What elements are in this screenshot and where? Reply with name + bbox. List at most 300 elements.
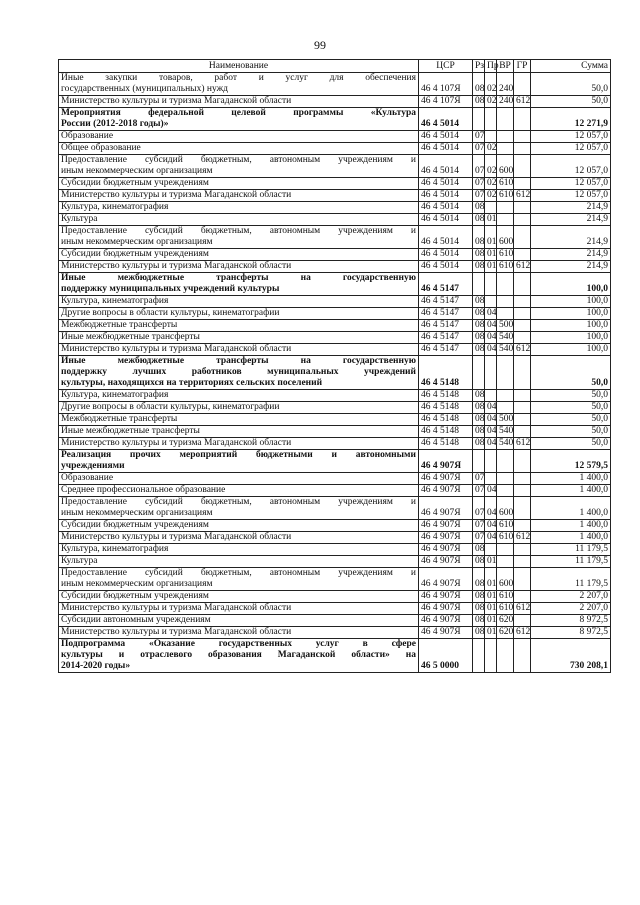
- row-gr: [514, 202, 531, 214]
- row-vr: 610: [497, 190, 514, 202]
- row-sum: 1 400,0: [531, 485, 611, 497]
- row-gr: [514, 320, 531, 332]
- row-rz: 07: [473, 178, 485, 190]
- row-name: [59, 438, 419, 450]
- row-pr: 01: [485, 603, 497, 615]
- row-csr: 46 4 5014: [419, 155, 473, 178]
- row-name: [59, 143, 419, 155]
- row-vr: 500: [497, 320, 514, 332]
- table-row: [59, 226, 611, 249]
- row-sum: 214,9: [531, 261, 611, 273]
- row-sum: 12 057,0: [531, 131, 611, 143]
- row-rz: 08: [473, 332, 485, 344]
- row-vr: [497, 639, 514, 673]
- table-row: [59, 131, 611, 143]
- row-name-line: Министерство культуры и туризма Магаданской области: [61, 261, 292, 271]
- row-pr: [485, 108, 497, 131]
- row-csr: 46 4 107Я: [419, 73, 473, 96]
- row-sum: 50,0: [531, 390, 611, 402]
- table-row: [59, 591, 611, 603]
- row-vr: [497, 485, 514, 497]
- row-csr: 46 4 907Я: [419, 544, 473, 556]
- row-vr: [497, 356, 514, 390]
- row-csr: 46 4 5147: [419, 273, 473, 296]
- row-pr: 02: [485, 178, 497, 190]
- row-gr: [514, 178, 531, 190]
- row-sum: 2 207,0: [531, 591, 611, 603]
- row-pr: [485, 356, 497, 390]
- row-rz: 08: [473, 615, 485, 627]
- row-rz: 08: [473, 438, 485, 450]
- row-rz: 08: [473, 603, 485, 615]
- table-body: [59, 73, 611, 673]
- row-name-line: культуры, находящихся на территориях сельских поселений: [61, 378, 323, 388]
- row-gr: [514, 73, 531, 96]
- row-name-line: Предоставление субсидий бюджетным, автономным учреждениям и: [61, 568, 416, 578]
- row-gr: [514, 390, 531, 402]
- row-gr: [514, 450, 531, 473]
- row-name-line: России (2012-2018 годы)»: [61, 119, 169, 129]
- table-row: [59, 356, 611, 390]
- row-vr: [497, 131, 514, 143]
- table-row: [59, 603, 611, 615]
- row-csr: 46 4 5014: [419, 108, 473, 131]
- row-rz: 07: [473, 190, 485, 202]
- row-sum: 1 400,0: [531, 532, 611, 544]
- row-rz: 07: [473, 143, 485, 155]
- row-vr: 610: [497, 249, 514, 261]
- row-pr: 04: [485, 344, 497, 356]
- row-pr: 02: [485, 155, 497, 178]
- row-vr: [497, 402, 514, 414]
- row-name: [59, 320, 419, 332]
- header-gr: ГР: [514, 60, 531, 73]
- header-sum: Сумма: [531, 60, 611, 73]
- row-rz: 08: [473, 214, 485, 226]
- row-name: [59, 226, 419, 249]
- row-name-line: Иные закупки товаров, работ и услуг для обеспечения: [61, 73, 416, 83]
- row-csr: 46 4 5014: [419, 131, 473, 143]
- row-name: [59, 308, 419, 320]
- row-sum: 730 208,1: [531, 639, 611, 673]
- row-rz: 08: [473, 96, 485, 108]
- row-vr: [497, 473, 514, 485]
- row-pr: [485, 202, 497, 214]
- row-name-line: Субсидии автономным учреждениям: [61, 615, 211, 625]
- row-gr: 612: [514, 261, 531, 273]
- table-row: [59, 485, 611, 497]
- row-gr: [514, 544, 531, 556]
- row-pr: 01: [485, 568, 497, 591]
- row-gr: [514, 520, 531, 532]
- row-name-line: поддержку муниципальных учреждений культуры: [61, 284, 280, 294]
- row-csr: 46 4 5014: [419, 249, 473, 261]
- row-gr: [514, 426, 531, 438]
- table-row: [59, 414, 611, 426]
- row-rz: 08: [473, 308, 485, 320]
- row-name-line: Иные межбюджетные трансферты на государственную: [61, 273, 416, 283]
- table-row: [59, 627, 611, 639]
- row-gr: 612: [514, 344, 531, 356]
- row-name: [59, 497, 419, 520]
- row-rz: 07: [473, 131, 485, 143]
- row-pr: [485, 131, 497, 143]
- row-name-line: государственных (муниципальных) нужд: [61, 84, 228, 94]
- row-name: [59, 556, 419, 568]
- row-sum: 12 057,0: [531, 190, 611, 202]
- header-rz: Рз: [473, 60, 485, 73]
- table-row: [59, 438, 611, 450]
- row-sum: 8 972,5: [531, 627, 611, 639]
- row-sum: 1 400,0: [531, 520, 611, 532]
- row-vr: 240: [497, 96, 514, 108]
- row-name-line: Общее образование: [61, 143, 141, 153]
- row-sum: 50,0: [531, 356, 611, 390]
- table-row: [59, 273, 611, 296]
- row-vr: [497, 108, 514, 131]
- row-gr: 612: [514, 438, 531, 450]
- table-row: [59, 390, 611, 402]
- row-sum: 50,0: [531, 73, 611, 96]
- row-sum: 214,9: [531, 249, 611, 261]
- row-csr: 46 4 907Я: [419, 627, 473, 639]
- row-name-line: Среднее профессиональное образование: [61, 485, 226, 495]
- row-vr: 610: [497, 591, 514, 603]
- row-name-line: культуры и отраслевого образования Магаданской области» на: [61, 650, 416, 660]
- table-header-row: [59, 60, 611, 73]
- row-rz: 08: [473, 344, 485, 356]
- row-rz: 07: [473, 520, 485, 532]
- row-name: [59, 414, 419, 426]
- row-rz: [473, 273, 485, 296]
- row-name-line: Культура, кинематография: [61, 390, 169, 400]
- row-sum: 12 579,5: [531, 450, 611, 473]
- row-gr: [514, 497, 531, 520]
- row-sum: 2 207,0: [531, 603, 611, 615]
- row-gr: [514, 143, 531, 155]
- row-gr: 612: [514, 603, 531, 615]
- row-gr: [514, 308, 531, 320]
- row-rz: 08: [473, 568, 485, 591]
- row-gr: [514, 332, 531, 344]
- row-vr: [497, 202, 514, 214]
- row-vr: [497, 556, 514, 568]
- row-csr: 46 4 907Я: [419, 568, 473, 591]
- row-name: [59, 532, 419, 544]
- row-csr: 46 4 107Я: [419, 96, 473, 108]
- row-sum: 12 057,0: [531, 155, 611, 178]
- row-name-line: Предоставление субсидий бюджетным, автономным учреждениям и: [61, 497, 416, 507]
- row-name-line: Культура: [61, 214, 98, 224]
- row-pr: 04: [485, 308, 497, 320]
- row-name-line: Межбюджетные трансферты: [61, 320, 178, 330]
- row-csr: 46 4 907Я: [419, 497, 473, 520]
- row-sum: 50,0: [531, 426, 611, 438]
- row-sum: 1 400,0: [531, 497, 611, 520]
- row-rz: 07: [473, 497, 485, 520]
- row-rz: [473, 108, 485, 131]
- row-csr: 46 4 907Я: [419, 520, 473, 532]
- row-name: [59, 485, 419, 497]
- row-name-line: Субсидии бюджетным учреждениям: [61, 249, 209, 259]
- row-rz: 08: [473, 226, 485, 249]
- row-name-line: Иные межбюджетные трансферты: [61, 426, 200, 436]
- row-pr: 04: [485, 332, 497, 344]
- row-gr: [514, 414, 531, 426]
- row-rz: 08: [473, 202, 485, 214]
- row-pr: 01: [485, 226, 497, 249]
- row-csr: 46 4 5147: [419, 308, 473, 320]
- row-sum: 12 271,9: [531, 108, 611, 131]
- table-row: [59, 332, 611, 344]
- row-sum: 11 179,5: [531, 556, 611, 568]
- row-name: [59, 450, 419, 473]
- row-name: [59, 544, 419, 556]
- row-pr: 01: [485, 591, 497, 603]
- header-csr: ЦСР: [419, 60, 473, 73]
- table-row: [59, 190, 611, 202]
- row-name: [59, 615, 419, 627]
- row-name-line: иным некоммерческим организациям: [61, 237, 213, 247]
- row-sum: 8 972,5: [531, 615, 611, 627]
- row-rz: [473, 450, 485, 473]
- row-name-line: иным некоммерческим организациям: [61, 508, 213, 518]
- row-pr: 04: [485, 497, 497, 520]
- row-sum: 11 179,5: [531, 544, 611, 556]
- row-csr: 46 4 5014: [419, 178, 473, 190]
- row-name-line: Мероприятия федеральной целевой программы «Культура: [61, 108, 416, 118]
- row-name-line: Иные межбюджетные трансферты на государственную: [61, 356, 416, 366]
- table-row: [59, 639, 611, 673]
- row-sum: 214,9: [531, 214, 611, 226]
- row-pr: 01: [485, 627, 497, 639]
- row-gr: [514, 356, 531, 390]
- row-sum: 100,0: [531, 296, 611, 308]
- row-rz: 08: [473, 390, 485, 402]
- row-gr: [514, 485, 531, 497]
- row-sum: 50,0: [531, 402, 611, 414]
- row-name: [59, 261, 419, 273]
- table-row: [59, 320, 611, 332]
- row-vr: [497, 308, 514, 320]
- row-name-line: Министерство культуры и туризма Магаданской области: [61, 190, 292, 200]
- row-sum: 50,0: [531, 438, 611, 450]
- row-rz: 07: [473, 473, 485, 485]
- row-rz: 07: [473, 532, 485, 544]
- row-csr: 46 4 5148: [419, 438, 473, 450]
- row-vr: 610: [497, 520, 514, 532]
- row-pr: 04: [485, 532, 497, 544]
- row-sum: 100,0: [531, 320, 611, 332]
- table-row: [59, 615, 611, 627]
- row-name-line: Предоставление субсидий бюджетным, автономным учреждениям и: [61, 226, 416, 236]
- row-sum: 100,0: [531, 332, 611, 344]
- row-pr: [485, 639, 497, 673]
- row-name-line: Культура, кинематография: [61, 544, 169, 554]
- row-vr: 610: [497, 603, 514, 615]
- row-pr: 02: [485, 73, 497, 96]
- row-csr: 46 4 5147: [419, 332, 473, 344]
- row-name: [59, 249, 419, 261]
- row-sum: 100,0: [531, 273, 611, 296]
- table-row: [59, 402, 611, 414]
- table-row: [59, 296, 611, 308]
- row-pr: 01: [485, 249, 497, 261]
- row-pr: 04: [485, 414, 497, 426]
- row-sum: 11 179,5: [531, 568, 611, 591]
- row-vr: 600: [497, 226, 514, 249]
- row-pr: [485, 544, 497, 556]
- row-name-line: Другие вопросы в области культуры, кинематографии: [61, 402, 280, 412]
- row-pr: 01: [485, 214, 497, 226]
- row-name: [59, 603, 419, 615]
- row-rz: 08: [473, 402, 485, 414]
- row-vr: 610: [497, 261, 514, 273]
- row-gr: [514, 226, 531, 249]
- row-csr: 46 4 5148: [419, 390, 473, 402]
- row-name-line: Реализация прочих мероприятий бюджетными и автономными: [61, 450, 416, 460]
- row-name-line: Министерство культуры и туризма Магаданской области: [61, 96, 292, 106]
- row-rz: 07: [473, 485, 485, 497]
- row-pr: 02: [485, 190, 497, 202]
- table-row: [59, 214, 611, 226]
- row-csr: 46 4 907Я: [419, 450, 473, 473]
- row-name: [59, 131, 419, 143]
- row-name: [59, 639, 419, 673]
- row-name: [59, 473, 419, 485]
- row-name: [59, 356, 419, 390]
- row-name: [59, 568, 419, 591]
- row-pr: 04: [485, 485, 497, 497]
- row-csr: 46 4 5014: [419, 190, 473, 202]
- table-row: [59, 344, 611, 356]
- row-name-line: Министерство культуры и туризма Магаданской области: [61, 532, 292, 542]
- row-pr: [485, 473, 497, 485]
- table-row: [59, 96, 611, 108]
- row-name: [59, 390, 419, 402]
- row-vr: [497, 296, 514, 308]
- row-name-line: Культура, кинематография: [61, 296, 169, 306]
- row-gr: [514, 273, 531, 296]
- row-name-line: Министерство культуры и туризма Магаданской области: [61, 603, 292, 613]
- row-pr: 01: [485, 615, 497, 627]
- row-gr: [514, 568, 531, 591]
- row-name: [59, 520, 419, 532]
- row-name-line: Субсидии бюджетным учреждениям: [61, 178, 209, 188]
- header-name: Наименование: [59, 60, 419, 73]
- row-name: [59, 344, 419, 356]
- row-vr: 620: [497, 615, 514, 627]
- row-gr: 612: [514, 532, 531, 544]
- row-name: [59, 296, 419, 308]
- row-rz: 08: [473, 296, 485, 308]
- table-row: [59, 568, 611, 591]
- row-rz: 08: [473, 414, 485, 426]
- row-csr: 46 4 5014: [419, 226, 473, 249]
- row-pr: 02: [485, 96, 497, 108]
- row-pr: 02: [485, 143, 497, 155]
- table-row: [59, 73, 611, 96]
- row-rz: 07: [473, 155, 485, 178]
- table-row: [59, 143, 611, 155]
- row-rz: [473, 356, 485, 390]
- row-rz: 08: [473, 556, 485, 568]
- row-csr: 46 4 5014: [419, 202, 473, 214]
- row-vr: [497, 544, 514, 556]
- table-row: [59, 544, 611, 556]
- row-gr: 612: [514, 96, 531, 108]
- row-gr: 612: [514, 627, 531, 639]
- row-gr: [514, 249, 531, 261]
- table-row: [59, 426, 611, 438]
- row-name: [59, 426, 419, 438]
- row-name-line: Министерство культуры и туризма Магаданской области: [61, 627, 292, 637]
- row-sum: 100,0: [531, 344, 611, 356]
- row-name-line: Иные межбюджетные трансферты: [61, 332, 200, 342]
- header-vr: ВР: [497, 60, 514, 73]
- row-gr: [514, 639, 531, 673]
- row-pr: [485, 450, 497, 473]
- row-name: [59, 591, 419, 603]
- row-rz: [473, 639, 485, 673]
- table-row: [59, 497, 611, 520]
- row-name-line: Министерство культуры и туризма Магаданской области: [61, 344, 292, 354]
- row-vr: 540: [497, 344, 514, 356]
- row-name: [59, 402, 419, 414]
- row-sum: 12 057,0: [531, 143, 611, 155]
- row-name-line: 2014-2020 годы»: [61, 661, 131, 671]
- row-rz: 08: [473, 320, 485, 332]
- row-csr: 46 4 5014: [419, 214, 473, 226]
- table-row: [59, 155, 611, 178]
- row-gr: [514, 155, 531, 178]
- table-row: [59, 556, 611, 568]
- row-pr: 04: [485, 402, 497, 414]
- row-vr: [497, 390, 514, 402]
- row-pr: 01: [485, 261, 497, 273]
- row-csr: 46 4 907Я: [419, 591, 473, 603]
- row-csr: 46 4 907Я: [419, 473, 473, 485]
- row-gr: [514, 591, 531, 603]
- row-name-line: поддержку лучших работников муниципальных учреждений: [61, 367, 416, 377]
- row-vr: 240: [497, 73, 514, 96]
- table-row: [59, 202, 611, 214]
- table-row: [59, 261, 611, 273]
- row-pr: 04: [485, 426, 497, 438]
- row-name-line: Другие вопросы в области культуры, кинематографии: [61, 308, 280, 318]
- row-csr: 46 4 907Я: [419, 615, 473, 627]
- row-vr: 540: [497, 332, 514, 344]
- table-row: [59, 450, 611, 473]
- row-csr: 46 4 5148: [419, 356, 473, 390]
- row-csr: 46 4 5148: [419, 402, 473, 414]
- row-csr: 46 4 5014: [419, 261, 473, 273]
- row-name-line: Подпрограмма «Оказание государственных услуг в сфере: [61, 639, 416, 649]
- row-name: [59, 202, 419, 214]
- row-csr: 46 4 907Я: [419, 556, 473, 568]
- row-name: [59, 108, 419, 131]
- row-rz: 08: [473, 591, 485, 603]
- row-pr: 01: [485, 556, 497, 568]
- row-gr: [514, 214, 531, 226]
- row-vr: [497, 143, 514, 155]
- row-vr: 500: [497, 414, 514, 426]
- row-vr: 620: [497, 627, 514, 639]
- table-row: [59, 108, 611, 131]
- row-csr: 46 4 5148: [419, 426, 473, 438]
- row-name-line: Министерство культуры и туризма Магаданской области: [61, 438, 292, 448]
- row-csr: 46 4 907Я: [419, 532, 473, 544]
